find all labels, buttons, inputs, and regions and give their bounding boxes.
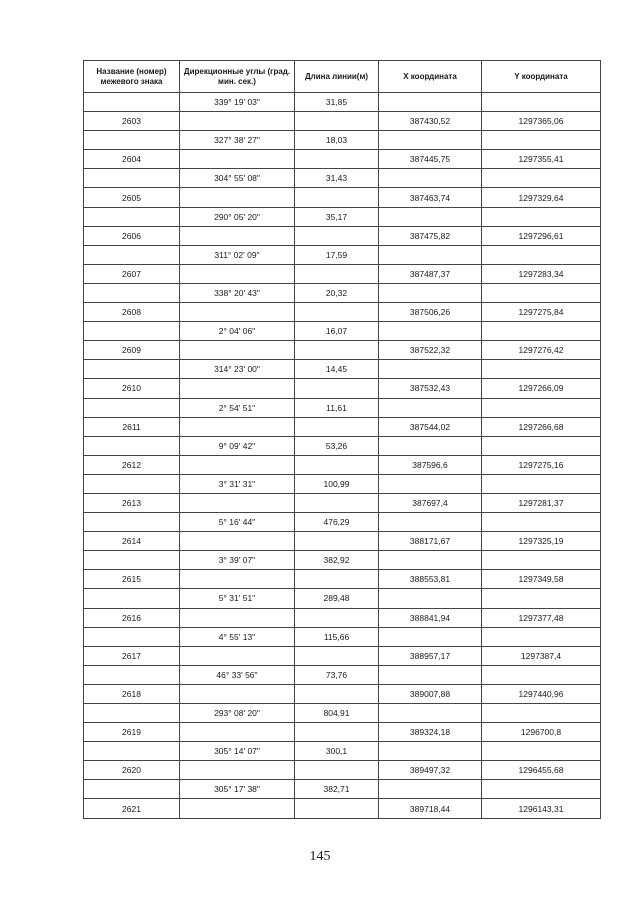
cell-marker-name: 2613 (84, 493, 180, 512)
table-row (84, 283, 601, 302)
table-body (84, 93, 601, 819)
cell-x-coordinate: 387463,74 (379, 188, 482, 207)
cell-marker-name: 2609 (84, 341, 180, 360)
table-row (84, 398, 601, 417)
cell-line-length: 35,17 (295, 207, 379, 226)
cell-line-length (295, 112, 379, 131)
cell-bearing (180, 379, 295, 398)
header-marker-name: Название (номер) межевого знака (84, 61, 180, 93)
cell-line-length: 73,76 (295, 665, 379, 684)
cell-marker-name: 2607 (84, 264, 180, 283)
table-row (84, 417, 601, 436)
cell-bearing: 293° 08' 20" (180, 704, 295, 723)
cell-y-coordinate: 1296455,68 (482, 761, 601, 780)
cell-y-coordinate (482, 742, 601, 761)
cell-bearing: 5° 31' 51" (180, 589, 295, 608)
table-row (84, 436, 601, 455)
cell-marker-name (84, 131, 180, 150)
cell-line-length (295, 532, 379, 551)
cell-y-coordinate: 1297296,61 (482, 226, 601, 245)
table-row (84, 188, 601, 207)
cell-bearing: 4° 55' 13" (180, 627, 295, 646)
cell-line-length (295, 417, 379, 436)
boundary-coordinates-table (83, 60, 601, 819)
table-row (84, 589, 601, 608)
cell-y-coordinate (482, 93, 601, 112)
cell-x-coordinate (379, 245, 482, 264)
cell-x-coordinate (379, 93, 482, 112)
cell-line-length: 20,32 (295, 283, 379, 302)
cell-x-coordinate: 387430,52 (379, 112, 482, 131)
cell-bearing: 305° 17' 38" (180, 780, 295, 799)
cell-line-length (295, 608, 379, 627)
cell-x-coordinate (379, 665, 482, 684)
cell-bearing: 311° 02' 09" (180, 245, 295, 264)
cell-y-coordinate (482, 704, 601, 723)
cell-marker-name (84, 474, 180, 493)
cell-bearing: 3° 31' 31" (180, 474, 295, 493)
cell-y-coordinate (482, 513, 601, 532)
cell-x-coordinate (379, 742, 482, 761)
cell-marker-name (84, 207, 180, 226)
table-row (84, 245, 601, 264)
cell-x-coordinate: 387532,43 (379, 379, 482, 398)
cell-bearing (180, 761, 295, 780)
cell-x-coordinate: 387544,02 (379, 417, 482, 436)
table-row (84, 131, 601, 150)
table-row (84, 360, 601, 379)
cell-y-coordinate: 1297377,48 (482, 608, 601, 627)
cell-marker-name (84, 360, 180, 379)
cell-bearing (180, 264, 295, 283)
cell-bearing (180, 493, 295, 512)
table-row (84, 322, 601, 341)
cell-marker-name: 2619 (84, 723, 180, 742)
cell-x-coordinate: 389497,32 (379, 761, 482, 780)
cell-x-coordinate (379, 627, 482, 646)
cell-x-coordinate: 389718,44 (379, 799, 482, 818)
cell-marker-name (84, 742, 180, 761)
cell-x-coordinate: 387522,32 (379, 341, 482, 360)
cell-line-length (295, 188, 379, 207)
cell-y-coordinate (482, 207, 601, 226)
table-row (84, 150, 601, 169)
cell-y-coordinate: 1297275,84 (482, 303, 601, 322)
cell-bearing (180, 532, 295, 551)
table-row (84, 646, 601, 665)
cell-line-length (295, 455, 379, 474)
table-row (84, 226, 601, 245)
cell-line-length: 115,66 (295, 627, 379, 646)
cell-x-coordinate (379, 704, 482, 723)
page-number: 145 (309, 849, 331, 864)
cell-line-length: 476,29 (295, 513, 379, 532)
cell-bearing (180, 570, 295, 589)
cell-line-length: 18,03 (295, 131, 379, 150)
table-row (84, 761, 601, 780)
cell-bearing: 339° 19' 03" (180, 93, 295, 112)
cell-y-coordinate: 1297325,19 (482, 532, 601, 551)
cell-x-coordinate (379, 283, 482, 302)
cell-line-length: 53,26 (295, 436, 379, 455)
cell-x-coordinate (379, 780, 482, 799)
cell-bearing: 338° 20' 43" (180, 283, 295, 302)
table-header-row (84, 61, 601, 93)
cell-y-coordinate (482, 360, 601, 379)
cell-y-coordinate (482, 322, 601, 341)
cell-x-coordinate (379, 360, 482, 379)
cell-bearing (180, 341, 295, 360)
cell-y-coordinate (482, 780, 601, 799)
cell-bearing: 304° 55' 08" (180, 169, 295, 188)
cell-bearing (180, 226, 295, 245)
cell-line-length (295, 799, 379, 818)
cell-x-coordinate: 387487,37 (379, 264, 482, 283)
cell-line-length (295, 379, 379, 398)
cell-y-coordinate: 1297266,09 (482, 379, 601, 398)
cell-line-length: 382,71 (295, 780, 379, 799)
cell-marker-name (84, 627, 180, 646)
cell-y-coordinate (482, 474, 601, 493)
cell-marker-name (84, 436, 180, 455)
cell-y-coordinate: 1297283,34 (482, 264, 601, 283)
cell-x-coordinate: 387445,75 (379, 150, 482, 169)
table-row (84, 684, 601, 703)
cell-y-coordinate: 1297281,37 (482, 493, 601, 512)
cell-bearing: 2° 04' 06" (180, 322, 295, 341)
table-row (84, 455, 601, 474)
table-row (84, 93, 601, 112)
table-row (84, 780, 601, 799)
cell-x-coordinate (379, 169, 482, 188)
cell-x-coordinate (379, 436, 482, 455)
table-row (84, 474, 601, 493)
cell-marker-name (84, 169, 180, 188)
cell-line-length: 16,07 (295, 322, 379, 341)
cell-marker-name: 2610 (84, 379, 180, 398)
cell-bearing: 2° 54' 51" (180, 398, 295, 417)
cell-x-coordinate: 388171,67 (379, 532, 482, 551)
cell-line-length: 300,1 (295, 742, 379, 761)
cell-marker-name: 2605 (84, 188, 180, 207)
table-row (84, 379, 601, 398)
cell-x-coordinate: 388957,17 (379, 646, 482, 665)
cell-marker-name: 2621 (84, 799, 180, 818)
cell-y-coordinate: 1297266,68 (482, 417, 601, 436)
cell-y-coordinate: 1296700,8 (482, 723, 601, 742)
cell-marker-name: 2615 (84, 570, 180, 589)
table-row (84, 723, 601, 742)
table-row (84, 551, 601, 570)
cell-marker-name (84, 551, 180, 570)
table-row (84, 112, 601, 131)
cell-marker-name: 2618 (84, 684, 180, 703)
table-row (84, 341, 601, 360)
cell-line-length: 100,99 (295, 474, 379, 493)
cell-line-length: 17,59 (295, 245, 379, 264)
cell-x-coordinate: 388841,94 (379, 608, 482, 627)
cell-line-length: 31,43 (295, 169, 379, 188)
cell-line-length (295, 303, 379, 322)
cell-y-coordinate (482, 245, 601, 264)
cell-y-coordinate (482, 169, 601, 188)
table-row (84, 207, 601, 226)
cell-x-coordinate: 387475,82 (379, 226, 482, 245)
cell-marker-name: 2612 (84, 455, 180, 474)
cell-marker-name (84, 398, 180, 417)
cell-y-coordinate (482, 436, 601, 455)
cell-x-coordinate (379, 398, 482, 417)
cell-marker-name: 2620 (84, 761, 180, 780)
cell-y-coordinate (482, 551, 601, 570)
cell-line-length (295, 684, 379, 703)
table-row (84, 513, 601, 532)
cell-bearing: 290° 05' 20" (180, 207, 295, 226)
cell-y-coordinate: 1297349,58 (482, 570, 601, 589)
cell-line-length: 14,45 (295, 360, 379, 379)
cell-line-length (295, 341, 379, 360)
table-row (84, 493, 601, 512)
cell-line-length (295, 761, 379, 780)
cell-line-length (295, 570, 379, 589)
cell-marker-name (84, 665, 180, 684)
table-row (84, 665, 601, 684)
cell-marker-name: 2616 (84, 608, 180, 627)
cell-bearing (180, 608, 295, 627)
cell-bearing: 3° 39' 07" (180, 551, 295, 570)
cell-marker-name: 2604 (84, 150, 180, 169)
cell-bearing: 314° 23' 00" (180, 360, 295, 379)
cell-marker-name: 2606 (84, 226, 180, 245)
cell-bearing: 5° 16' 44" (180, 513, 295, 532)
cell-marker-name (84, 245, 180, 264)
cell-x-coordinate: 387506,26 (379, 303, 482, 322)
cell-y-coordinate: 1297329,64 (482, 188, 601, 207)
cell-x-coordinate (379, 131, 482, 150)
cell-y-coordinate (482, 627, 601, 646)
cell-line-length (295, 646, 379, 665)
header-bearing: Дирекционные углы (град. мин. сек.) (180, 61, 295, 93)
table-row (84, 303, 601, 322)
cell-marker-name: 2617 (84, 646, 180, 665)
header-x-coordinate: X координата (379, 61, 482, 93)
cell-line-length (295, 723, 379, 742)
cell-bearing (180, 112, 295, 131)
cell-x-coordinate (379, 207, 482, 226)
cell-x-coordinate: 389324,18 (379, 723, 482, 742)
cell-line-length: 11,61 (295, 398, 379, 417)
cell-y-coordinate (482, 131, 601, 150)
cell-line-length: 31,85 (295, 93, 379, 112)
cell-x-coordinate: 387596,6 (379, 455, 482, 474)
cell-bearing (180, 188, 295, 207)
cell-x-coordinate (379, 513, 482, 532)
cell-y-coordinate: 1297365,06 (482, 112, 601, 131)
header-y-coordinate: Y координата (482, 61, 601, 93)
cell-bearing (180, 723, 295, 742)
table-row (84, 169, 601, 188)
cell-y-coordinate (482, 398, 601, 417)
table-row (84, 742, 601, 761)
cell-line-length: 382,92 (295, 551, 379, 570)
cell-y-coordinate: 1297387,4 (482, 646, 601, 665)
cell-bearing (180, 646, 295, 665)
cell-line-length (295, 150, 379, 169)
table-row (84, 704, 601, 723)
cell-y-coordinate (482, 283, 601, 302)
table-row (84, 264, 601, 283)
cell-y-coordinate: 1297276,42 (482, 341, 601, 360)
cell-bearing: 305° 14' 07" (180, 742, 295, 761)
cell-bearing: 327° 38' 27" (180, 131, 295, 150)
header-line-length: Длина линии(м) (295, 61, 379, 93)
cell-marker-name (84, 589, 180, 608)
cell-y-coordinate: 1297275,16 (482, 455, 601, 474)
cell-marker-name: 2603 (84, 112, 180, 131)
cell-marker-name (84, 513, 180, 532)
cell-marker-name (84, 283, 180, 302)
cell-line-length (295, 264, 379, 283)
cell-x-coordinate (379, 551, 482, 570)
cell-bearing: 9° 09' 42" (180, 436, 295, 455)
cell-marker-name (84, 93, 180, 112)
cell-line-length (295, 226, 379, 245)
cell-marker-name (84, 704, 180, 723)
cell-line-length (295, 493, 379, 512)
cell-bearing (180, 303, 295, 322)
cell-line-length: 289,48 (295, 589, 379, 608)
cell-marker-name (84, 322, 180, 341)
table-row (84, 608, 601, 627)
cell-y-coordinate (482, 665, 601, 684)
cell-bearing: 46° 33' 56" (180, 665, 295, 684)
cell-x-coordinate (379, 474, 482, 493)
table-row (84, 627, 601, 646)
cell-line-length: 804,91 (295, 704, 379, 723)
cell-x-coordinate: 389007,88 (379, 684, 482, 703)
cell-bearing (180, 150, 295, 169)
cell-y-coordinate: 1296143,31 (482, 799, 601, 818)
cell-marker-name: 2611 (84, 417, 180, 436)
cell-bearing (180, 417, 295, 436)
cell-y-coordinate: 1297355,41 (482, 150, 601, 169)
cell-bearing (180, 684, 295, 703)
cell-y-coordinate (482, 589, 601, 608)
table-row (84, 799, 601, 818)
table-row (84, 532, 601, 551)
table-row (84, 570, 601, 589)
cell-x-coordinate (379, 322, 482, 341)
cell-marker-name: 2608 (84, 303, 180, 322)
cell-bearing (180, 455, 295, 474)
cell-x-coordinate (379, 589, 482, 608)
cell-marker-name: 2614 (84, 532, 180, 551)
cell-y-coordinate: 1297440,96 (482, 684, 601, 703)
cell-marker-name (84, 780, 180, 799)
cell-x-coordinate: 388553,81 (379, 570, 482, 589)
cell-bearing (180, 799, 295, 818)
cell-x-coordinate: 387697,4 (379, 493, 482, 512)
